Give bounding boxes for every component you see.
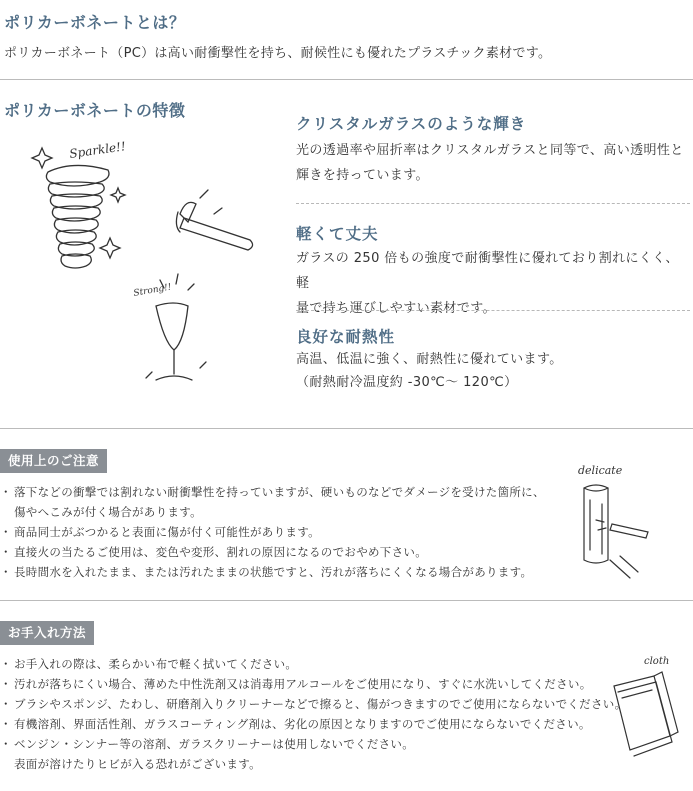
list-item: ・ 長時間水を入れたまま、または汚れたままの状態ですと、汚れが落ちにくくなる場合があります。 [0, 562, 545, 582]
divider [0, 600, 693, 601]
delicate-cup-illustration [570, 460, 680, 590]
list-item: ・ 直接火の当たるご使用は、変色や変形、割れの原因になるのでおやめ下さい。 [0, 542, 545, 562]
feature-divider [296, 203, 690, 204]
intro-text: ポリカーボネート（PC）は高い耐衝撃性を持ち、耐候性にも優れたプラスチック素材です。 [4, 46, 552, 61]
divider [0, 428, 693, 429]
cloth-label: cloth [644, 656, 670, 667]
divider [0, 79, 693, 80]
list-item: ・ 落下などの衝撃では割れない耐衝撃性を持っていますが、硬いものなどでダメージを受けた箇所に、 傷やへこみが付く場合があります。 [0, 482, 545, 522]
list-item: ・ ベンジン・シンナー等の溶剤、ガラスクリーナーは使用しないでください。 表面が溶けたりヒビが入る恐れがございます。 [0, 734, 626, 774]
sparkle-star-icon [32, 148, 52, 168]
feature-text-heat: 高温、低温に強く、耐熱性に優れています。 （耐熱耐冷温度約 -30℃～ 120℃） [296, 352, 563, 390]
features-illustration [28, 128, 278, 390]
sparkle-label: Sparkle!! [68, 139, 127, 161]
feature-title-sparkle: クリスタルガラスのような輝き [296, 115, 527, 133]
feature-title-heat: 良好な耐熱性 [296, 328, 396, 346]
sparkle-star-icon [100, 238, 120, 258]
features-heading: ポリカーボネートの特徴 [4, 101, 186, 120]
care-badge: お手入れ方法 [0, 621, 94, 645]
list-item: ・ ブラシやスポンジ、たわし、研磨剤入りクリーナーなどで擦ると、傷がつきますのでご使用にならないでください。 [0, 694, 626, 714]
list-item: ・ 汚れが落ちにくい場合、薄めた中性洗剤又は消毒用アルコールをご使用になり、すぐに水洗いしてください。 [0, 674, 626, 694]
caution-list [0, 482, 545, 582]
cloth-illustration [608, 648, 690, 766]
feature-text-strength: ガラスの 250 倍もの強度で耐衝撃性に優れており割れにくく、軽 量で持ち運びしやすい素材です。 [296, 251, 679, 316]
feature-divider [296, 310, 690, 311]
list-item: ・ 商品同士がぶつかると表面に傷が付く可能性があります。 [0, 522, 545, 542]
feature-title-strength: 軽くて丈夫 [296, 225, 379, 243]
feature-text-sparkle: 光の透過率や屈折率はクリスタルガラスと同等で、高い透明性と 輝きを持っています。 [296, 143, 684, 183]
caution-badge: 使用上のご注意 [0, 449, 107, 473]
intro-heading: ポリカーボネートとは？ [4, 13, 186, 32]
strong-label: Strong!! [132, 282, 173, 299]
list-item: ・ お手入れの際は、柔らかい布で軽く拭いてください。 [0, 654, 626, 674]
list-item: ・ 有機溶剤、界面活性剤、ガラスコーティング剤は、劣化の原因となりますのでご使用にならないでください。 [0, 714, 626, 734]
care-list [0, 654, 626, 774]
delicate-label: delicate [578, 464, 623, 477]
sparkle-star-icon [111, 188, 125, 202]
